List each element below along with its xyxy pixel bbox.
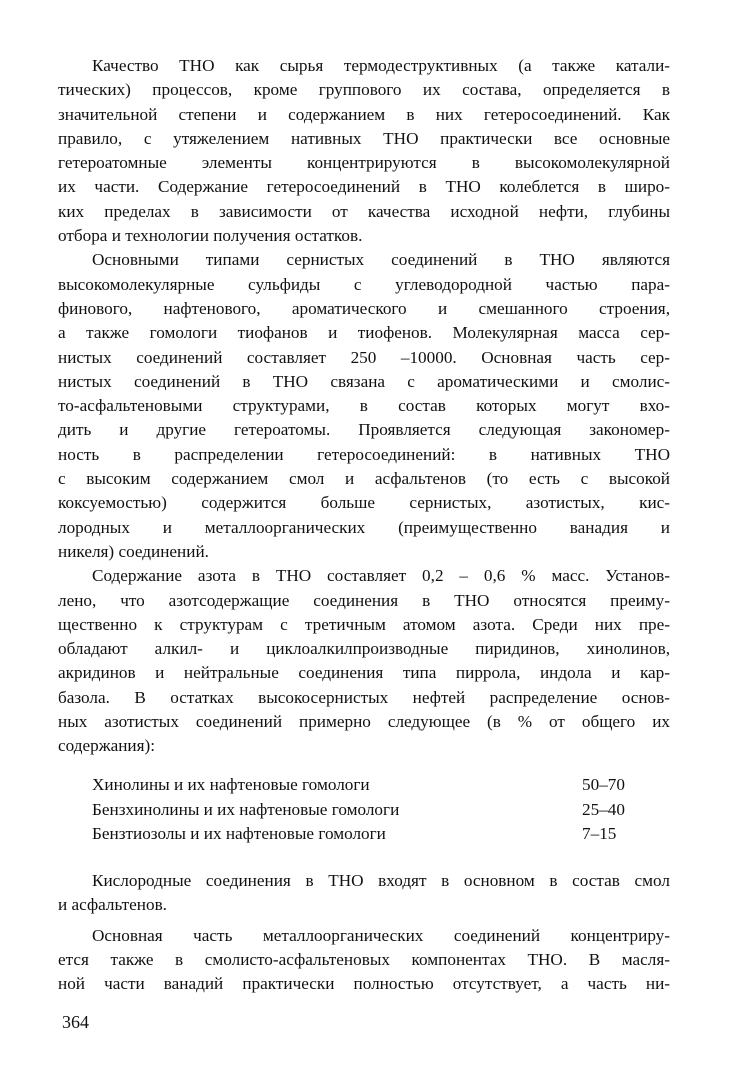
text-line: нистых соединений составляет 250 –10000. Основная часть сер- <box>58 347 670 367</box>
compound-name: Бензхинолины и их нафтеновые гомологи <box>92 799 400 819</box>
text-line: и асфальтенов. <box>58 895 167 915</box>
paragraph-5 <box>58 924 670 997</box>
text-line: их части. Содержание гетеросоединений в ТНО колеблется в широ- <box>58 177 670 197</box>
text-line: акридинов и нейтральные соединения типа пиррола, индола и кар- <box>58 663 670 683</box>
paragraph-3 <box>58 564 670 758</box>
paragraph-2 <box>58 248 670 564</box>
paragraph-1 <box>58 54 670 248</box>
text-line: ных азотистых соединений примерно следующее (в % от общего их <box>58 712 670 732</box>
text-line: правило, с утяжелением нативных ТНО практически все основные <box>58 128 670 148</box>
text-line: базола. В остатках высокосернистых нефтей распределение основ- <box>58 687 670 707</box>
text-line: тических) процессов, кроме группового их состава, определяется в <box>58 80 670 100</box>
text-line: ность в распределении гетеросоединений: в нативных ТНО <box>58 444 670 464</box>
text-line: нистых соединений в ТНО связана с ароматическими и смолис- <box>58 371 670 391</box>
text-line: ной части ванадий практически полностью отсутствует, а часть ни- <box>58 974 670 994</box>
text-line: финового, нафтенового, ароматического и смешанного строения, <box>58 298 670 318</box>
text-line: лено, что азотсодержащие соединения в ТНО относятся преиму- <box>58 590 670 610</box>
compound-range: 50–70 <box>582 775 625 794</box>
body-text <box>58 54 670 759</box>
text-line: коксуемостью) содержится больше сернистых, азотистых, кис- <box>58 493 670 513</box>
text-line: а также гомологи тиофанов и тиофенов. Молекулярная масса сер- <box>58 323 670 343</box>
text-line: Основная часть металлоорганических соединений концентриру- <box>92 925 670 945</box>
text-line: дить и другие гетероатомы. Проявляется следующая закономер- <box>58 420 670 440</box>
table-row <box>92 822 652 847</box>
text-line: то-асфальтеновыми структурами, в состав которых могут вхо- <box>58 396 670 416</box>
compound-name: Бензтиозолы и их нафтеновые гомологи <box>92 824 386 843</box>
compound-range: 7–15 <box>582 824 617 843</box>
text-line: щественно к структурам с третичным атомом азота. Среди них пре- <box>58 614 670 634</box>
nitrogen-compounds-table <box>92 773 652 847</box>
page-number: 364 <box>62 1012 89 1032</box>
paragraph-4 <box>58 869 670 918</box>
text-line: обладают алкил- и циклоалкилпроизводные пиридинов, хинолинов, <box>58 639 670 659</box>
compound-name: Хинолины и их нафтеновые гомологи <box>92 775 370 794</box>
text-line: Качество ТНО как сырья термодеструктивных (а также катали- <box>92 56 670 75</box>
text-line: никеля) соединений. <box>58 541 209 561</box>
text-line: высокомолекулярные сульфиды с углеводородной частью пара- <box>58 274 670 294</box>
text-line: гетероатомные элементы концентрируются в высокомолекулярной <box>58 153 670 173</box>
text-line: Кислородные соединения в ТНО входят в основном в состав смол <box>92 871 670 890</box>
text-line: содержания): <box>58 736 155 756</box>
table-row <box>92 773 652 798</box>
text-line: отбора и технологии получения остатков. <box>58 226 363 246</box>
text-line: с высоким содержанием смол и асфальтенов (то есть с высокой <box>58 469 670 489</box>
text-line: значительной степени и содержанием в них гетеросоединений. Как <box>58 104 670 124</box>
text-line: ется также в смолисто-асфальтеновых компонентах ТНО. В масля- <box>58 949 670 969</box>
text-line: Основными типами сернистых соединений в ТНО являются <box>92 250 670 270</box>
text-line: Содержание азота в ТНО составляет 0,2 – 0,6 % масс. Установ- <box>92 566 670 586</box>
table-row <box>92 798 652 823</box>
text-line: ких пределах в зависимости от качества исходной нефти, глубины <box>58 201 670 221</box>
text-line: лородных и металлоорганических (преимущественно ванадия и <box>58 517 670 537</box>
body-text-continued <box>58 869 670 996</box>
compound-range: 25–40 <box>582 799 625 819</box>
